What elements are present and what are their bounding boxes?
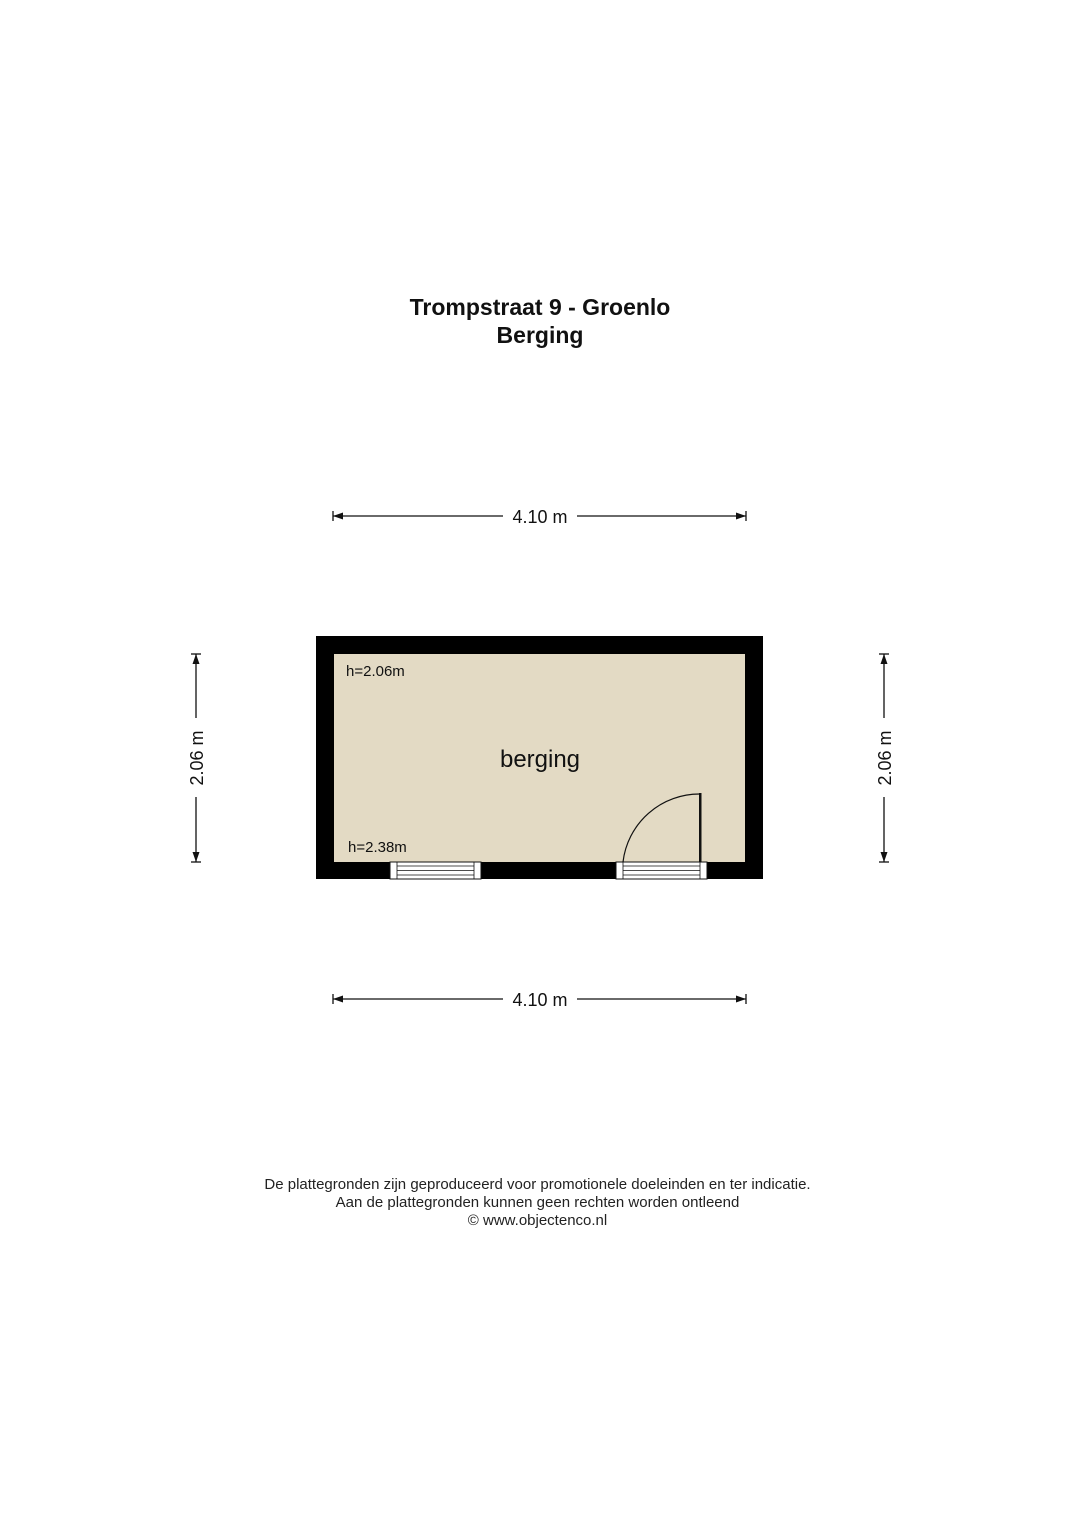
dimension-top [333,507,746,527]
ceiling-height-label-2: h=2.38m [348,839,407,856]
room-berging [316,636,763,879]
wall-bottom-left [316,862,390,879]
dimension-right-label: 2.06 m [875,730,895,786]
plan-title-address: Trompstraat 9 - Groenlo [409,294,671,320]
room-label: berging [499,746,581,773]
copyright-line: © www.objectenco.nl [467,1212,608,1229]
dimension-bottom [333,990,746,1010]
wall-bottom-right [707,862,763,879]
window [390,862,481,879]
dimension-left [187,654,207,862]
dimension-left-label: 2.06 m [187,730,207,786]
wall-bottom-middle [481,862,616,879]
ceiling-height-label: h=2.06m [346,663,405,680]
dimension-bottom-label: 4.10 m [512,990,568,1010]
dimension-right [875,654,895,862]
wall-right [745,636,763,879]
dimension-top-label: 4.10 m [512,507,568,527]
disclaimer-line-1: De plattegronden zijn geproduceerd voor promotionele doeleinden en ter indicatie. [264,1176,811,1193]
plan-title-floor: Berging [496,322,584,348]
disclaimer-line-2: Aan de plattegronden kunnen geen rechten worden ontleend [335,1194,740,1211]
wall-left [316,636,334,879]
wall-top [316,636,763,654]
door-leaf [699,793,702,862]
